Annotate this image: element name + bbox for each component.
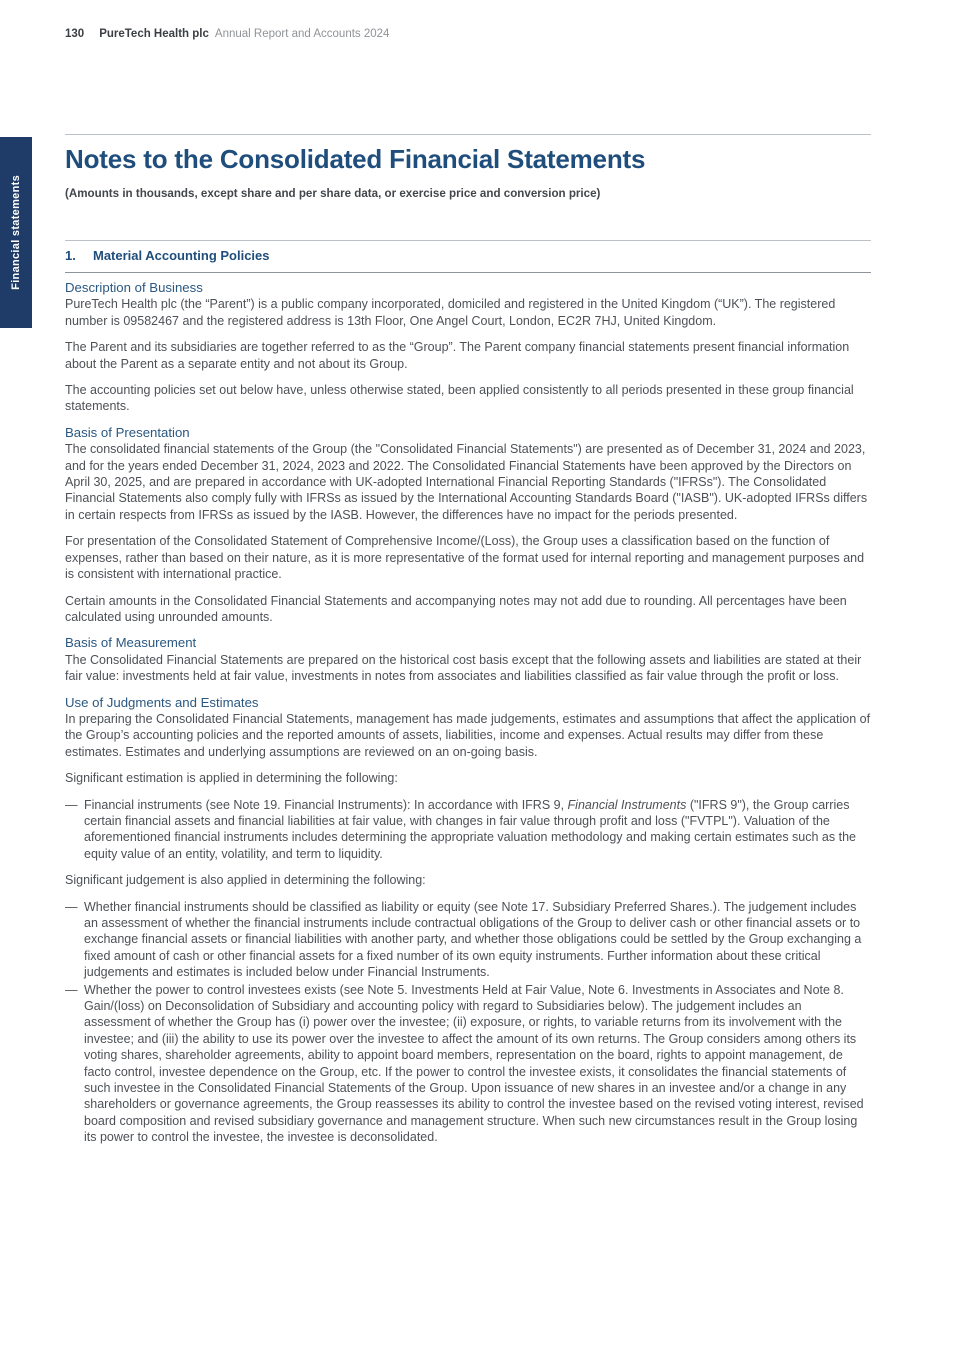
list-item: [65, 982, 871, 1146]
list-intro-estimation: Significant estimation is applied in determining the following:: [65, 771, 398, 786]
subheading-basis-of-presentation: Basis of Presentation: [65, 424, 190, 440]
paragraph: The Parent and its subsidiaries are together referred to as the “Group”. The Parent company financial statements present financial information about the Parent as a separate entity and not about its Group.: [65, 340, 850, 371]
bullet-dash: —: [65, 982, 78, 997]
company-name: PureTech Health plc: [99, 28, 209, 40]
divider-top: [65, 134, 871, 135]
subheading-use-of-judgments: Use of Judgments and Estimates: [65, 694, 259, 710]
report-title: Annual Report and Accounts 2024: [214, 28, 390, 40]
list-item: [65, 899, 871, 981]
text-segment: ("IFRS 9"), the Group carries certain financial assets and financial liabilities at fair value, with changes in fair value through profit and loss ("FVTPL"). Valuation of the aforementioned financial instruments includes determining the appropriate valuation methodology and making certain estimates such as the equity value of an entity, volatility, and term to liquidity.: [84, 797, 856, 861]
text-segment-italic: Financial Instruments: [567, 797, 687, 812]
section-number: 1.: [65, 248, 76, 263]
paragraph: The accounting policies set out below have, unless otherwise stated, been applied consistently to all periods presented in these group financial statements.: [65, 383, 854, 414]
paragraph: Certain amounts in the Consolidated Financial Statements and accompanying notes may not add due to rounding. All percentages have been calculated using unrounded amounts.: [65, 593, 847, 624]
side-tab-label: Financial statements: [10, 175, 22, 290]
paragraph: The Consolidated Financial Statements are prepared on the historical cost basis except that the following assets and liabilities are stated at their fair value: investments held at fair value, investments in notes from associates and liabilities classified as fair value through the profit or loss.: [65, 652, 862, 684]
list-item: [65, 797, 871, 863]
paragraph: The consolidated financial statements of the Group (the "Consolidated Financial Statements") are presented as of December 31, 2024 and 2023, and for the years ended December 31, 2024, 2023 and 2022. The Consolidated Financial Statements have been approved by the Directors on April 30, 2025, and are prepared in accordance with UK-adopted International Financial Reporting Standards ("IFRSs"). The Consolidated Financial Statements also comply fully with IFRSs as issued by the International Accounting Standards Board ("IASB"). UK-adopted IFRSs differs in certain respects from IFRSs as issued by the IASB. However, the differences have no impact for the periods presented.: [65, 442, 868, 522]
list-item-text: Whether financial instruments should be classified as liability or equity (see Note 17. Subsidiary Preferred Shares.). The judgement includes an assessment of whether the financial instruments include contractual obligations of the Group to deliver cash or other financial assets or to exchange financial assets or financial liabilities with another party, and whether those obligations could be settled by the Group exchanging a fixed amount of cash or other financial assets for a fixed number of its own equity instruments. Further information about these critical judgements and estimates is included below under Financial Instruments.: [84, 899, 862, 980]
document-subtitle: (Amounts in thousands, except share and per share data, or exercise price and conversion price): [65, 187, 601, 200]
subheading-description-of-business: Description of Business: [65, 280, 203, 295]
subheading-basis-of-measurement: Basis of Measurement: [65, 635, 197, 651]
main-content: [65, 0, 871, 1156]
list-item-text: [84, 797, 871, 863]
section-title: Material Accounting Policies: [93, 248, 270, 263]
section-tab-financial-statements: [0, 137, 32, 328]
bullet-dash: —: [65, 899, 78, 914]
page-number: 130: [65, 28, 85, 40]
estimation-list: [65, 797, 871, 863]
list-intro-judgement: Significant judgement is also applied in determining the following:: [65, 873, 426, 888]
paragraph: In preparing the Consolidated Financial Statements, management has made judgements, estimates and assumptions that affect the application of the Group’s accounting policies and the reported amounts of assets, liabilities, income and expenses. Actual results may differ from these estimates. Estimates and underlying assumptions are reviewed on an on-going basis.: [65, 711, 871, 759]
paragraph: PureTech Health plc (the “Parent”) is a public company incorporated, domiciled and registered in the United Kingdom (“UK”). The registered number is 09582467 and the registered address is 13th Floor, One Angel Court, London, EC2R 7HJ, United Kingdom.: [65, 297, 836, 328]
list-item-text: Whether the power to control investees exists (see Note 5. Investments Held at Fair Value, Note 6. Investments in Associates and Note 8. Gain/(loss) on Deconsolidation of Subsidiary and accounting policy with regard to Subsidiaries below). The judgement includes an assessment of whether the Group has (i) power over the investee; (ii) exposure, or rights, to variable returns from its involvement with the investee; and (iii) the ability to use its power over the investee to affect the amount of its own returns. The Group considers among others its voting shares, shareholder agreements, ability to appoint board members, representation on the board, rights to appoint management, de facto control, investee dependence on the Group, etc. If the power to control the investee exists, it consolidates the financial statements of such investee in the Consolidated Financial Statements of the Group. Upon issuance of new shares in an investee and/or a change in any shareholders or governance agreements, the Group reassesses its ability to control the investee based on the revised voting interest, revised board composition and revised subsidiary governance and management structure. When such new circumstances result in the Group losing its power to control the investee, the investee is deconsolidated.: [84, 982, 864, 1145]
text-segment: Financial instruments (see Note 19. Financial Instruments): In accordance with IFRS 9,: [84, 797, 568, 812]
bullet-dash: —: [65, 797, 78, 812]
document-title: Notes to the Consolidated Financial Statements: [65, 144, 646, 174]
paragraph: For presentation of the Consolidated Statement of Comprehensive Income/(Loss), the Group uses a classification based on the function of expenses, rather than based on their nature, as it is more representative of the format used for internal reporting and management purposes and is consistent with international practice.: [65, 534, 865, 582]
judgement-list: [65, 899, 871, 1146]
section-heading: [65, 240, 871, 273]
